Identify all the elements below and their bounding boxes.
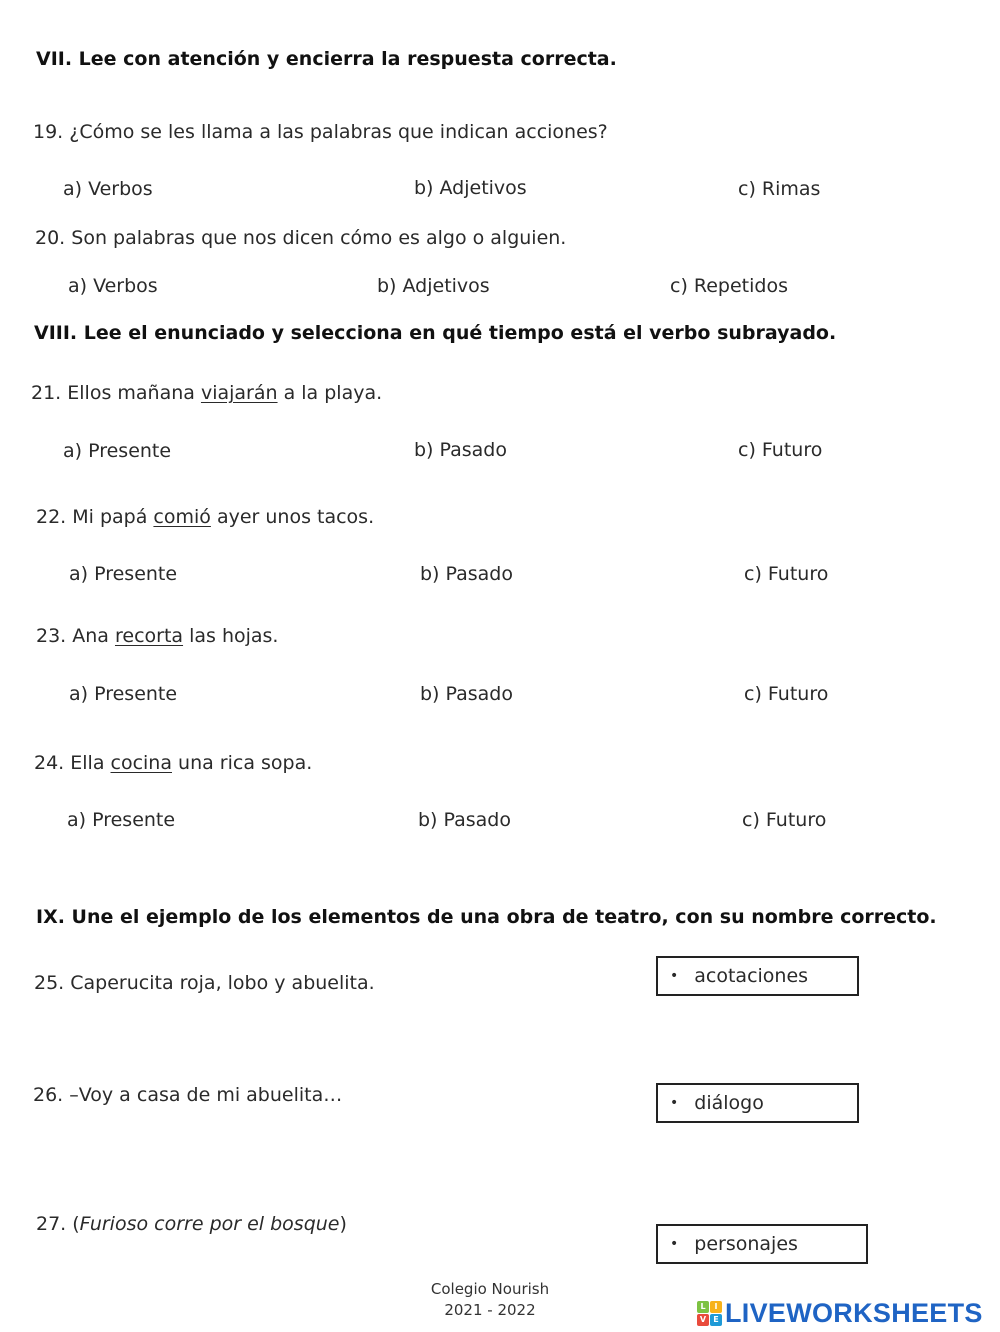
- match-box-label: personajes: [694, 1233, 798, 1255]
- match-box-acotaciones[interactable]: [656, 956, 859, 996]
- q19-option-b[interactable]: b) Adjetivos: [414, 177, 527, 199]
- q21-suffix: a la playa.: [277, 382, 383, 404]
- question-21: [31, 382, 382, 404]
- q19-option-a[interactable]: a) Verbos: [63, 178, 153, 200]
- q20-option-a[interactable]: a) Verbos: [68, 275, 158, 297]
- section-9-heading: IX. Une el ejemplo de los elementos de una obra de teatro, con su nombre correcto.: [36, 906, 937, 928]
- q22-option-a[interactable]: a) Presente: [69, 563, 178, 585]
- match-box-label: acotaciones: [694, 965, 809, 987]
- question-27: [36, 1213, 347, 1235]
- logo-mark-i: I: [710, 1301, 722, 1313]
- bullet-icon: •: [670, 968, 679, 984]
- q27-italic-text: Furioso corre por el bosque: [79, 1213, 340, 1235]
- q23-option-b[interactable]: b) Pasado: [420, 683, 513, 705]
- match-box-personajes[interactable]: [656, 1224, 868, 1264]
- q19-option-c[interactable]: c) Rimas: [738, 178, 821, 200]
- q24-option-c[interactable]: c) Futuro: [742, 809, 827, 831]
- section-8-heading: VIII. Lee el enunciado y selecciona en qué tiempo está el verbo subrayado.: [34, 322, 837, 344]
- q24-prefix: 24. Ella: [34, 752, 111, 774]
- question-24: [34, 752, 312, 774]
- q23-option-a[interactable]: a) Presente: [69, 683, 178, 705]
- question-25: 25. Caperucita roja, lobo y abuelita.: [34, 972, 375, 994]
- liveworksheets-logo: [697, 1296, 983, 1330]
- q21-prefix: 21. Ellos mañana: [31, 382, 201, 404]
- q24-option-b[interactable]: b) Pasado: [418, 809, 511, 831]
- q24-option-a[interactable]: a) Presente: [67, 809, 176, 831]
- q21-underlined-verb: viajarán: [200, 382, 278, 404]
- section-7-heading: VII. Lee con atención y encierra la respuesta correcta.: [36, 48, 617, 70]
- q27-suffix: ): [339, 1213, 347, 1235]
- q23-suffix: las hojas.: [183, 625, 279, 647]
- question-19: 19. ¿Cómo se les llama a las palabras que indican acciones?: [33, 121, 608, 143]
- liveworksheets-logo-icon: [697, 1301, 722, 1326]
- q21-option-c[interactable]: c) Futuro: [738, 439, 823, 461]
- footer-school: Colegio Nourish: [430, 1280, 550, 1298]
- q23-underlined-verb: recorta: [114, 625, 184, 647]
- question-20: 20. Son palabras que nos dicen cómo es algo o alguien.: [35, 227, 567, 249]
- q27-prefix: 27. (: [36, 1213, 80, 1235]
- q21-option-a[interactable]: a) Presente: [63, 440, 172, 462]
- q22-underlined-verb: comió: [153, 506, 211, 528]
- q24-suffix: una rica sopa.: [172, 752, 313, 774]
- q22-suffix: ayer unos tacos.: [210, 506, 375, 528]
- match-box-label: diálogo: [694, 1092, 764, 1114]
- logo-mark-l: L: [697, 1301, 709, 1313]
- bullet-icon: •: [670, 1236, 679, 1252]
- footer-year: 2021 - 2022: [444, 1301, 536, 1319]
- q21-option-b[interactable]: b) Pasado: [414, 439, 507, 461]
- liveworksheets-logo-text: LIVEWORKSHEETS: [725, 1297, 983, 1328]
- logo-mark-e: E: [710, 1314, 722, 1326]
- question-22: [36, 506, 374, 528]
- bullet-icon: •: [670, 1095, 679, 1111]
- q22-option-b[interactable]: b) Pasado: [420, 563, 513, 585]
- q20-option-c[interactable]: c) Repetidos: [670, 275, 788, 297]
- q20-option-b[interactable]: b) Adjetivos: [377, 275, 490, 297]
- question-23: [36, 625, 278, 647]
- q22-prefix: 22. Mi papá: [36, 506, 154, 528]
- q23-option-c[interactable]: c) Futuro: [744, 683, 829, 705]
- question-26: 26. –Voy a casa de mi abuelita…: [33, 1084, 343, 1106]
- q22-option-c[interactable]: c) Futuro: [744, 563, 829, 585]
- q24-underlined-verb: cocina: [110, 752, 172, 774]
- q23-prefix: 23. Ana: [36, 625, 115, 647]
- match-box-dialogo[interactable]: [656, 1083, 859, 1123]
- logo-mark-v: V: [697, 1314, 709, 1326]
